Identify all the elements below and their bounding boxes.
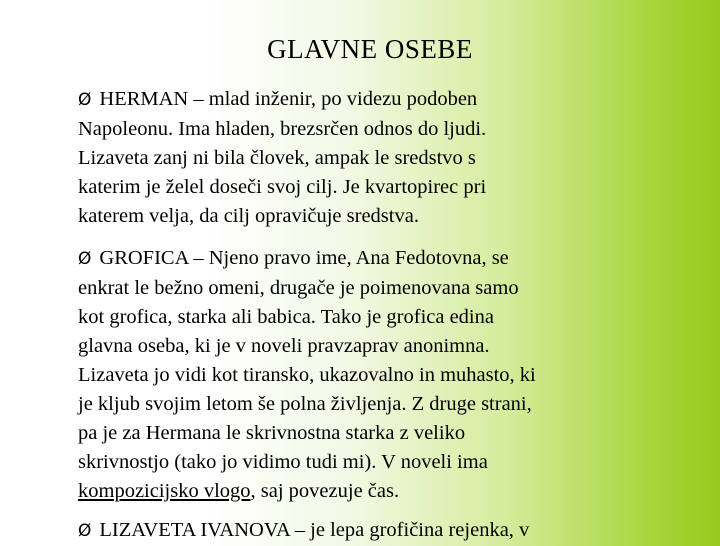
paragraph-grofica (78, 244, 638, 506)
paragraph-herman (78, 85, 638, 231)
text-line: katerim je želel doseči svoj cilj. Je kvartopirec pri (78, 176, 487, 198)
text-line: glavna oseba, ki je v noveli pravzaprav anonimna. (78, 335, 490, 357)
text-line: je kljub svojim letom še polna življenja. Z druge strani, (78, 393, 532, 415)
text-line: Lizaveta zanj ni bila človek, ampak le sredstvo s (78, 147, 476, 169)
arrow-bullet-icon: Ø (78, 90, 92, 110)
arrow-bullet-icon: Ø (78, 249, 92, 269)
text-line: kompozicijsko vlogo, saj povezuje čas. (78, 480, 400, 502)
paragraph-lizaveta (78, 516, 638, 546)
text-line: Ø HERMAN – mlad inženir, po videzu podoben (78, 88, 478, 110)
text-line: enkrat le bežno omeni, drugače je poimenovana samo (78, 277, 519, 299)
text-line: skrivnostjo (tako jo vidimo tudi mi). V noveli ima (78, 451, 488, 473)
text-line: Ø GROFICA – Njeno pravo ime, Ana Fedotovna, se (78, 247, 509, 269)
text-line: Ø LIZAVETA IVANOVA – je lepa grofičina rejenka, v (78, 519, 530, 541)
underlined-term: kompozicijsko vlogo (78, 480, 251, 502)
text-line: Napoleonu. Ima hladen, brezsrčen odnos do ljudi. (78, 118, 487, 140)
text-line: Lizaveta jo vidi kot tiransko, ukazovalno in muhasto, ki (78, 364, 536, 386)
text-line: katerem velja, da cilj opravičuje sredstva. (78, 205, 419, 227)
slide-title: GLAVNE OSEBE (267, 34, 473, 64)
text-line: kot grofica, starka ali babica. Tako je grofica edina (78, 306, 494, 328)
arrow-bullet-icon: Ø (78, 521, 92, 541)
text-line: pa je za Hermana le skrivnostna starka z veliko (78, 422, 466, 444)
